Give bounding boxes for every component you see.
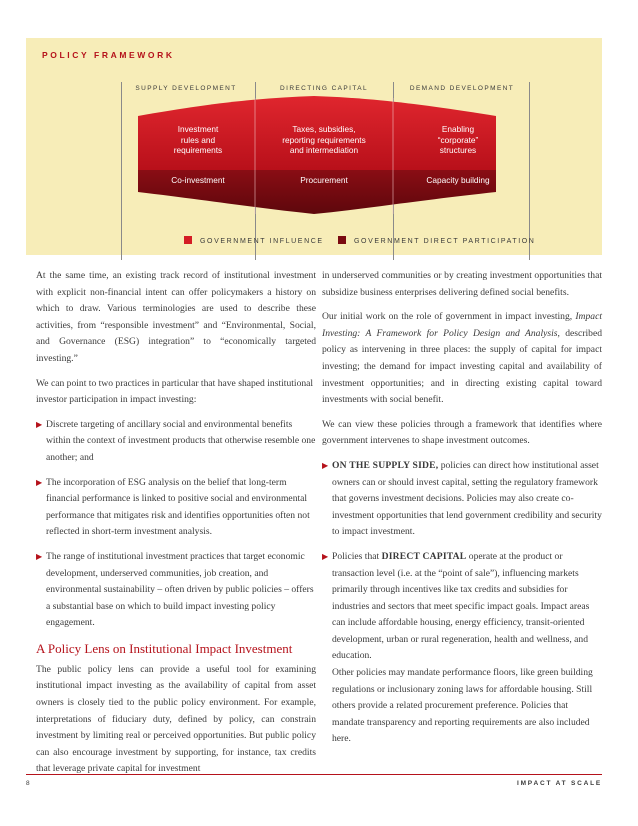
left-column xyxy=(36,268,316,786)
bullet-item: ▶ The incorporation of ESG analysis on the belief that long-term financial performance is linked to positive social and environmental performance that mitigates risk and identifies opportunities often not reflected in short-term investment analysis. xyxy=(36,476,310,538)
tool-directing: Taxes, subsidies, reporting requirements and intermediation xyxy=(282,124,366,155)
right-column xyxy=(322,268,602,756)
policy-framework-figure xyxy=(26,38,602,255)
bullet-item: ▶ ON THE SUPPLY SIDE, policies can direct how institutional asset owners can or should invest capital, setting the regulatory framework that governs investment decisions. Policies may also create co-investment opportunities that lend government credibility and security to impact investment. xyxy=(322,459,602,538)
legend-swatch-influence xyxy=(184,236,192,244)
participation-directing: Procurement xyxy=(300,175,348,185)
tool-demand: Enabling “corporate” structures xyxy=(437,124,479,155)
framework-title: POLICY FRAMEWORK xyxy=(42,50,175,60)
triangle-bullet-icon: ▶ xyxy=(322,551,329,561)
bullet-item: ▶ Policies that DIRECT CAPITAL operate at the product or transaction level (i.e. at the “point of sale”), influencing markets primarily through incentives like tax credits and subsidies for industries and sectors that meet specific impact goals. Impact areas can include affordable housing, energy efficiency, transit-oriented development, urban or rural regeneration, health and wellness, and education. Other policies may mandate performance floors, like green building regulations or inclusionary zoning laws for affordable housing. Still others provide a related procurement preference. Policies that mandate transparency and reporting requirements are also included here. xyxy=(322,550,593,745)
paragraph: We can point to two practices in particular that have shaped institutional investor participation in impact investing: xyxy=(36,377,314,406)
paragraph: We can view these policies through a framework that identifies where government intervenes to shape investment outcomes. xyxy=(322,418,602,447)
column-head-directing: DIRECTING CAPITAL xyxy=(280,85,368,92)
legend-participation: GOVERNMENT DIRECT PARTICIPATION xyxy=(338,236,535,248)
publication-title: Impact Investing: A Framework for Policy Design and Analysis xyxy=(322,311,602,339)
triangle-bullet-icon: ▶ xyxy=(36,419,43,429)
paragraph: Our initial work on the role of government in impact investing, Impact Investing: A Framework for Policy Design and Analysis, described policy as intervening in three places: the supply of capital for impact investing; the demand for impact investing capital and availability of investment opportunities; and in directing existing capital toward investments with social benefit. xyxy=(322,311,602,406)
triangle-bullet-icon: ▶ xyxy=(36,551,43,561)
report-brand: IMPACT AT SCALE xyxy=(516,780,602,787)
tool-supply: Investment rules and requirements xyxy=(173,124,223,155)
bullet-item: ▶ The range of institutional investment practices that target economic development, underserved communities, job creation, and environmental sustainability – often driven by public policies – offers a substantial base on which to build impact investing policy engagement. xyxy=(36,550,314,629)
column-head-supply: SUPPLY DEVELOPMENT xyxy=(135,85,237,92)
triangle-bullet-icon: ▶ xyxy=(322,460,329,470)
column-head-demand: DEMAND DEVELOPMENT xyxy=(409,85,515,92)
legend-swatch-participation xyxy=(338,236,346,244)
paragraph: in underserved communities or by creating investment opportunities that subsidize business enterprises delivering defined social benefits. xyxy=(322,270,602,298)
section-heading: A Policy Lens on Institutional Impact Investment xyxy=(36,640,293,656)
paragraph: The public policy lens can provide a useful tool for examining institutional impact investing as the availability of capital from asset owners is closely tied to the public policy environment. For example, interpretations of fiduciary duty, defined by policy, can constrain investment by limiting real or perceived opportunities. But public policy can also encourage investment by supporting, for instance, tax credits that leverage private capital for investment xyxy=(36,663,316,775)
page-number: 8 xyxy=(26,780,32,787)
triangle-bullet-icon: ▶ xyxy=(36,477,43,487)
participation-supply: Co-investment xyxy=(171,175,225,185)
footer-rule xyxy=(26,774,602,775)
paragraph: At the same time, an existing track record of institutional investment with explicit non-financial intent can offer policymakers a history on which to draw. Various terminologies are used to describe these activities, from “responsible investment” and “Environmental, Social, and Governance (ESG) integration” to “economically targeted investing.” xyxy=(36,270,316,364)
participation-demand: Capacity building xyxy=(426,175,490,185)
legend-influence: GOVERNMENT INFLUENCE xyxy=(184,236,324,248)
bullet-item: ▶ Discrete targeting of ancillary social and environmental benefits within the context of investment products that otherwise resemble one another; and xyxy=(36,418,316,463)
